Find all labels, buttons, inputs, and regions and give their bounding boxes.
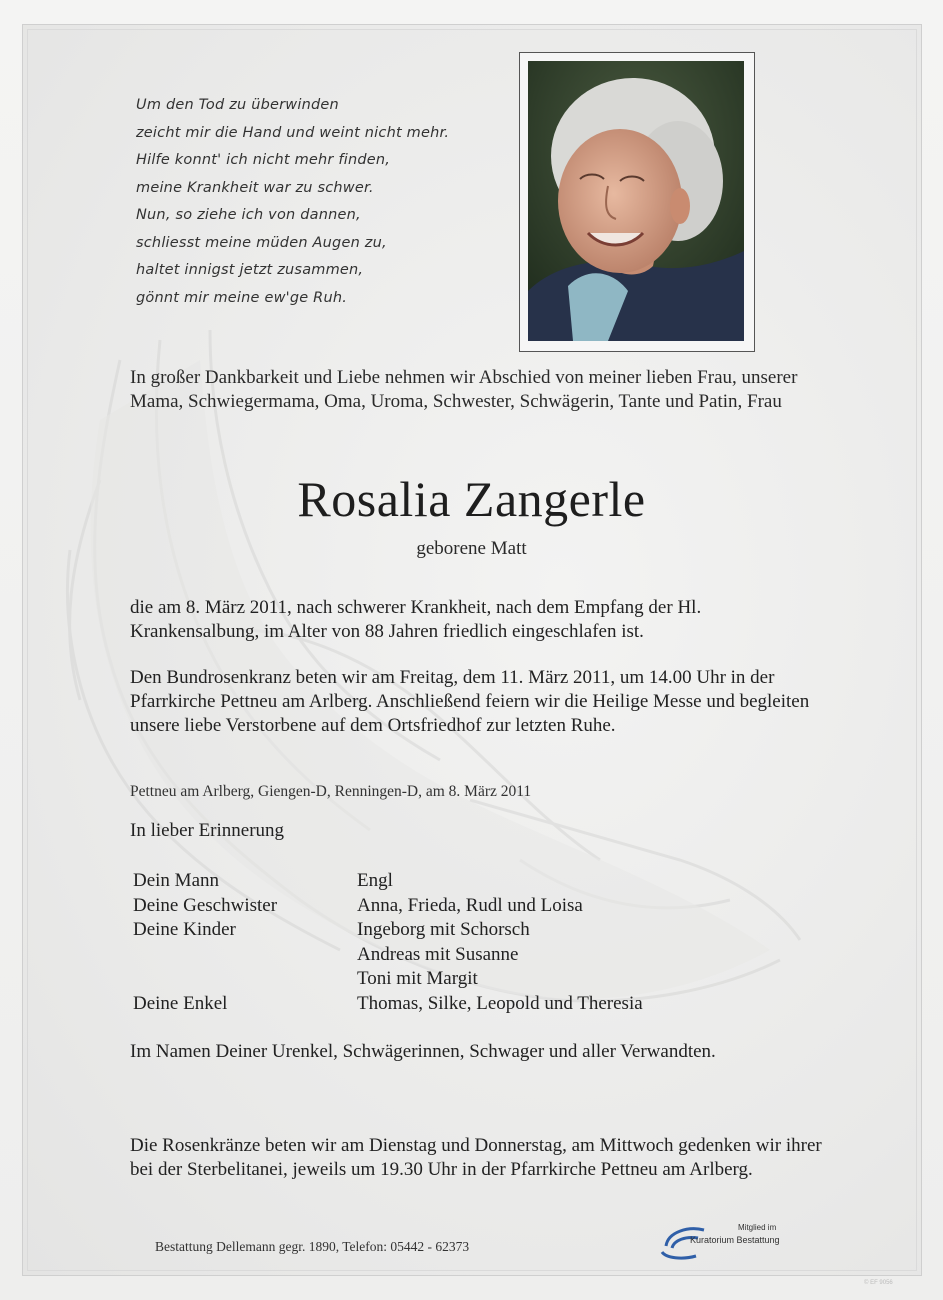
poem-line: haltet innigst jetzt zusammen, [136,262,364,278]
logo-wordmark: Kuratorium Bestattung [690,1235,780,1245]
family-label: Dein Mann [133,870,220,891]
poem-line: meine Krankheit war zu schwer. [136,179,374,196]
family-label [133,943,357,968]
family-names: Ingeborg mit Schorsch [357,919,530,940]
portrait-image [528,61,744,341]
family-names: Toni mit Margit [357,968,478,989]
family-names: Andreas mit Susanne [357,943,519,965]
poem-line: zeicht mir die Hand und weint nicht mehr. [136,124,450,141]
funeral-home-footer: Bestattung Dellemann gegr. 1890, Telefon: 05442 - 62373 [155,1239,470,1254]
maiden-name: geborene Matt [416,538,527,559]
print-code: © EF 9056 [864,1280,893,1286]
portrait-photo [528,61,744,341]
poem-line: Hilfe konnt' ich nicht mehr finden, [136,152,391,168]
funeral-paragraph: Den Bundrosenkranz beten wir am Freitag, dem 11. März 2011, um 14.00 Uhr in der Pfarrkirche Pettneu am Arlberg. Anschließend feiern wir die Heilige Messe und begleiten unsere liebe Verstorbene auf dem Ortsfriedhof zur letzten Ruhe. [130,667,810,736]
family-names: Engl [357,870,393,891]
deceased-name: Rosalia Zangerle [297,471,646,527]
family-label [133,967,357,992]
family-names: Thomas, Silke, Leopold und Theresia [357,992,643,1014]
logo-member-text: Mitglied im [738,1223,777,1232]
poem-line: Nun, so ziehe ich von dannen, [136,207,361,223]
poem-line: Um den Tod zu überwinden [136,97,339,113]
death-paragraph: die am 8. März 2011, nach schwerer Krankheit, nach dem Empfang der Hl. Krankensalbung, im Alter von 88 Jahren friedlich eingeschlafen ist. [130,597,702,642]
family-row [133,918,643,943]
place-date: Pettneu am Arlberg, Giengen-D, Renningen-D, am 8. März 2011 [130,783,532,800]
portrait-frame [519,52,755,352]
family-label: Deine Kinder [133,919,236,940]
poem-line: gönnt mir meine ew'ge Ruh. [136,289,348,306]
family-row [133,869,643,894]
rosary-paragraph: Die Rosenkränze beten wir am Dienstag und Donnerstag, am Mittwoch gedenken wir ihrer bei der Sterbelitanei, jeweils um 19.30 Uhr in der Pfarrkirche Pettneu am Arlberg. [130,1135,822,1180]
family-list [133,869,643,1016]
family-label: Deine Enkel [133,992,228,1014]
family-row [133,894,643,919]
family-names: Anna, Frieda, Rudl und Loisa [357,894,583,916]
intro-text: In großer Dankbarkeit und Liebe nehmen wir Abschied von meiner lieben Frau, unserer Mama, Schwiegermama, Oma, Uroma, Schwester, Schwägerin, Tante und Patin, Frau [130,367,798,412]
family-label: Deine Geschwister [133,894,278,916]
family-row [133,943,643,968]
handwritten-poem [136,92,516,312]
family-row [133,992,643,1017]
memory-line: In lieber Erinnerung [130,820,285,841]
relatives-paragraph: Im Namen Deiner Urenkel, Schwägerinnen, Schwager und aller Verwandten. [130,1041,716,1062]
poem-line: schliesst meine müden Augen zu, [136,234,387,251]
family-row [133,967,643,992]
